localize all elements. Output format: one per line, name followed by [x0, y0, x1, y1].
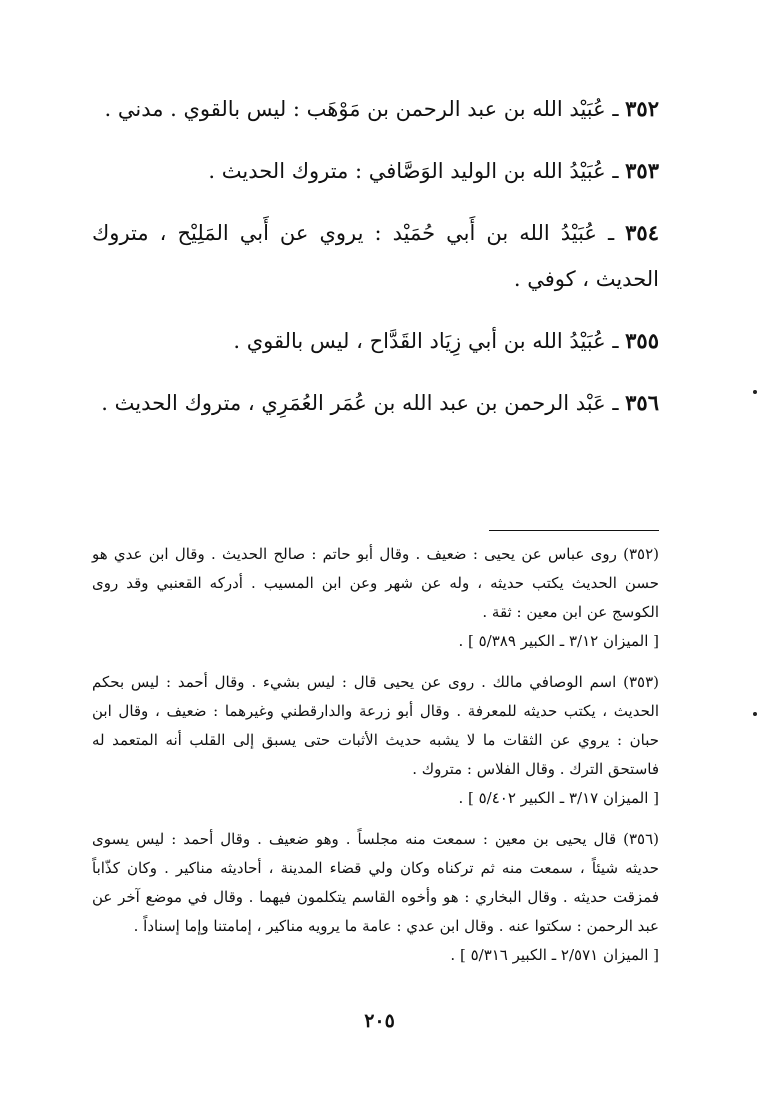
- footnote-reference: [ الميزان ٣/١٧ ـ الكبير ٥/٤٠٢ ] .: [458, 789, 659, 807]
- entry-353: [92, 148, 659, 194]
- footnote-356: [92, 825, 659, 970]
- entry-text: ـ عُبَيْدُ الله بن أَبي حُمَيْد : يروي عن أَبي المَلِيْح ، متروك الحديث ، كوفي .: [92, 221, 659, 291]
- footnote-reference: [ الميزان ٢/٥٧١ ـ الكبير ٥/٣١٦ ] .: [450, 946, 659, 964]
- entry-352: [92, 86, 659, 132]
- entry-number: ٣٥٣: [625, 158, 659, 183]
- entry-text: ـ عَبْد الرحمن بن عبد الله بن عُمَر العُمَرِي ، متروك الحديث .: [101, 391, 626, 415]
- footnote-353: [92, 668, 659, 813]
- entry-text: ـ عُبَيْدُ الله بن الوليد الوَصَّافي : متروك الحديث .: [208, 159, 626, 183]
- footnote-text: (٣٥٢) روى عباس عن يحيى : ضعيف . وقال أبو حاتم : صالح الحديث . وقال ابن عدي هو حسن الحديث يكتب حديثه ، وله عن شهر وعن ابن المسيب . أدركه القعنبي وقد روى الكوسج عن ابن معين : ثقة .: [92, 545, 659, 621]
- entry-355: [92, 318, 659, 364]
- page-number: ٢٠٥: [364, 1010, 395, 1032]
- entry-354: [92, 210, 659, 302]
- entry-356: [92, 380, 659, 426]
- footnote-352: [92, 540, 659, 656]
- footnote-reference: [ الميزان ٣/١٢ ـ الكبير ٥/٣٨٩ ] .: [458, 632, 659, 650]
- entries-list: [92, 86, 659, 442]
- entry-number: ٣٥٤: [625, 220, 659, 245]
- entry-number: ٣٥٦: [625, 390, 659, 415]
- footnote-text: (٣٥٦) قال يحيى بن معين : سمعت منه مجلساً . وهو ضعيف . وقال أحمد : ليس يسوى حديثه شيئاً ، سمعت منه ثم تركناه وكان ولي قضاء المدينة ، أحاديثه مناكير . وكان كذّاباً فمزقت حديثه . وقال البخاري : هو وأخوه القاسم يتكلمون فيهما . وقال في موضع آخر عن عبد الرحمن : سكتوا عنه . وقال ابن عدي : عامة ما يرويه مناكير ، إمامتنا وإما إسناداً .: [92, 830, 659, 935]
- entry-number: ٣٥٥: [625, 328, 659, 353]
- footnote-divider: [489, 530, 659, 531]
- footnotes-section: [92, 540, 659, 982]
- scan-mark: [753, 712, 757, 716]
- footnote-text: (٣٥٣) اسم الوصافي مالك . روى عن يحيى قال : ليس بشيء . وقال أحمد : ليس بحكم الحديث ، يكتب حديثه للمعرفة . وقال أبو زرعة والدارقطني وغيرهما : ضعيف ، وقال ابن حبان : يروي عن الثقات ما لا يشبه حديث الأثبات حتى يسبق إلى القلب أنه المتعمد له فاستحق الترك . وقال الفلاس : متروك .: [92, 673, 659, 778]
- entry-number: ٣٥٢: [625, 96, 659, 121]
- scan-mark: [753, 390, 757, 394]
- entry-text: ـ عُبَيْدُ الله بن أبي زِيَاد القَدَّاح ، ليس بالقوي .: [233, 329, 626, 353]
- entry-text: ـ عُبَيْد الله بن عبد الرحمن بن مَوْهَب : ليس بالقوي . مدني .: [104, 97, 626, 121]
